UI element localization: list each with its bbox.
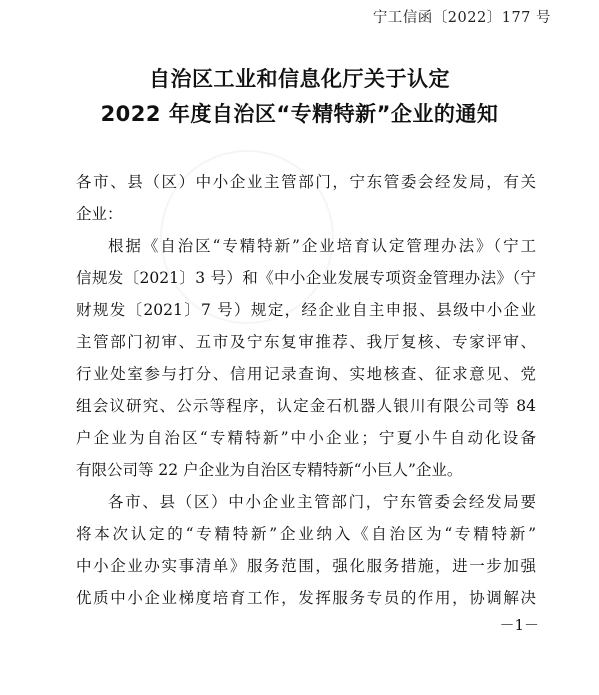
body-line-11: 各市、县（区）中小企业主管部门，宁东管委会经发局要 — [108, 493, 536, 511]
body-line-2: 企业： — [76, 205, 123, 223]
body-line-8: 组会议研究、公示等程序，认定金石机器人银川有限公司等 84 — [76, 397, 536, 415]
body-line-12: 将本次认定的“专精特新”企业纳入《自治区为“专精特新” — [76, 525, 536, 543]
body-line-14: 优质中小企业梯度培育工作，发挥服务专员的作用，协调解决 — [76, 589, 536, 607]
page-number: －1－ — [499, 616, 539, 634]
document-title-line-1: 自治区工业和信息化厅关于认定 — [149, 67, 450, 91]
body-line-7: 行业处室参与打分、信用记录查询、实地核查、征求意见、党 — [76, 365, 536, 383]
body-line-9: 户企业为自治区“专精特新”中小企业；宁夏小牛自动化设备 — [76, 429, 536, 447]
body-line-6: 主管部门初审、五市及宁东复审推荐、我厅复核、专家评审、 — [76, 333, 536, 351]
body-line-5: 财规发〔2021〕7 号）规定，经企业自主申报、县级中小企业 — [76, 301, 536, 319]
body-line-3: 根据《自治区“专精特新”企业培育认定管理办法》（宁工 — [108, 237, 536, 255]
body-line-4: 信规发〔2021〕3 号）和《中小企业发展专项资金管理办法》（宁 — [76, 269, 536, 287]
document-title-line-2: 2022 年度自治区“专精特新”企业的通知 — [100, 102, 499, 126]
body-line-1: 各市、县（区）中小企业主管部门，宁东管委会经发局，有关 — [76, 173, 536, 191]
body-line-13: 中小企业办实事清单》服务范围，强化服务措施，进一步加强 — [76, 557, 536, 575]
body-line-10: 有限公司等 22 户企业为自治区专精特新“小巨人”企业。 — [76, 461, 463, 479]
document-number: 宁工信函〔2022〕177 号 — [372, 10, 551, 26]
